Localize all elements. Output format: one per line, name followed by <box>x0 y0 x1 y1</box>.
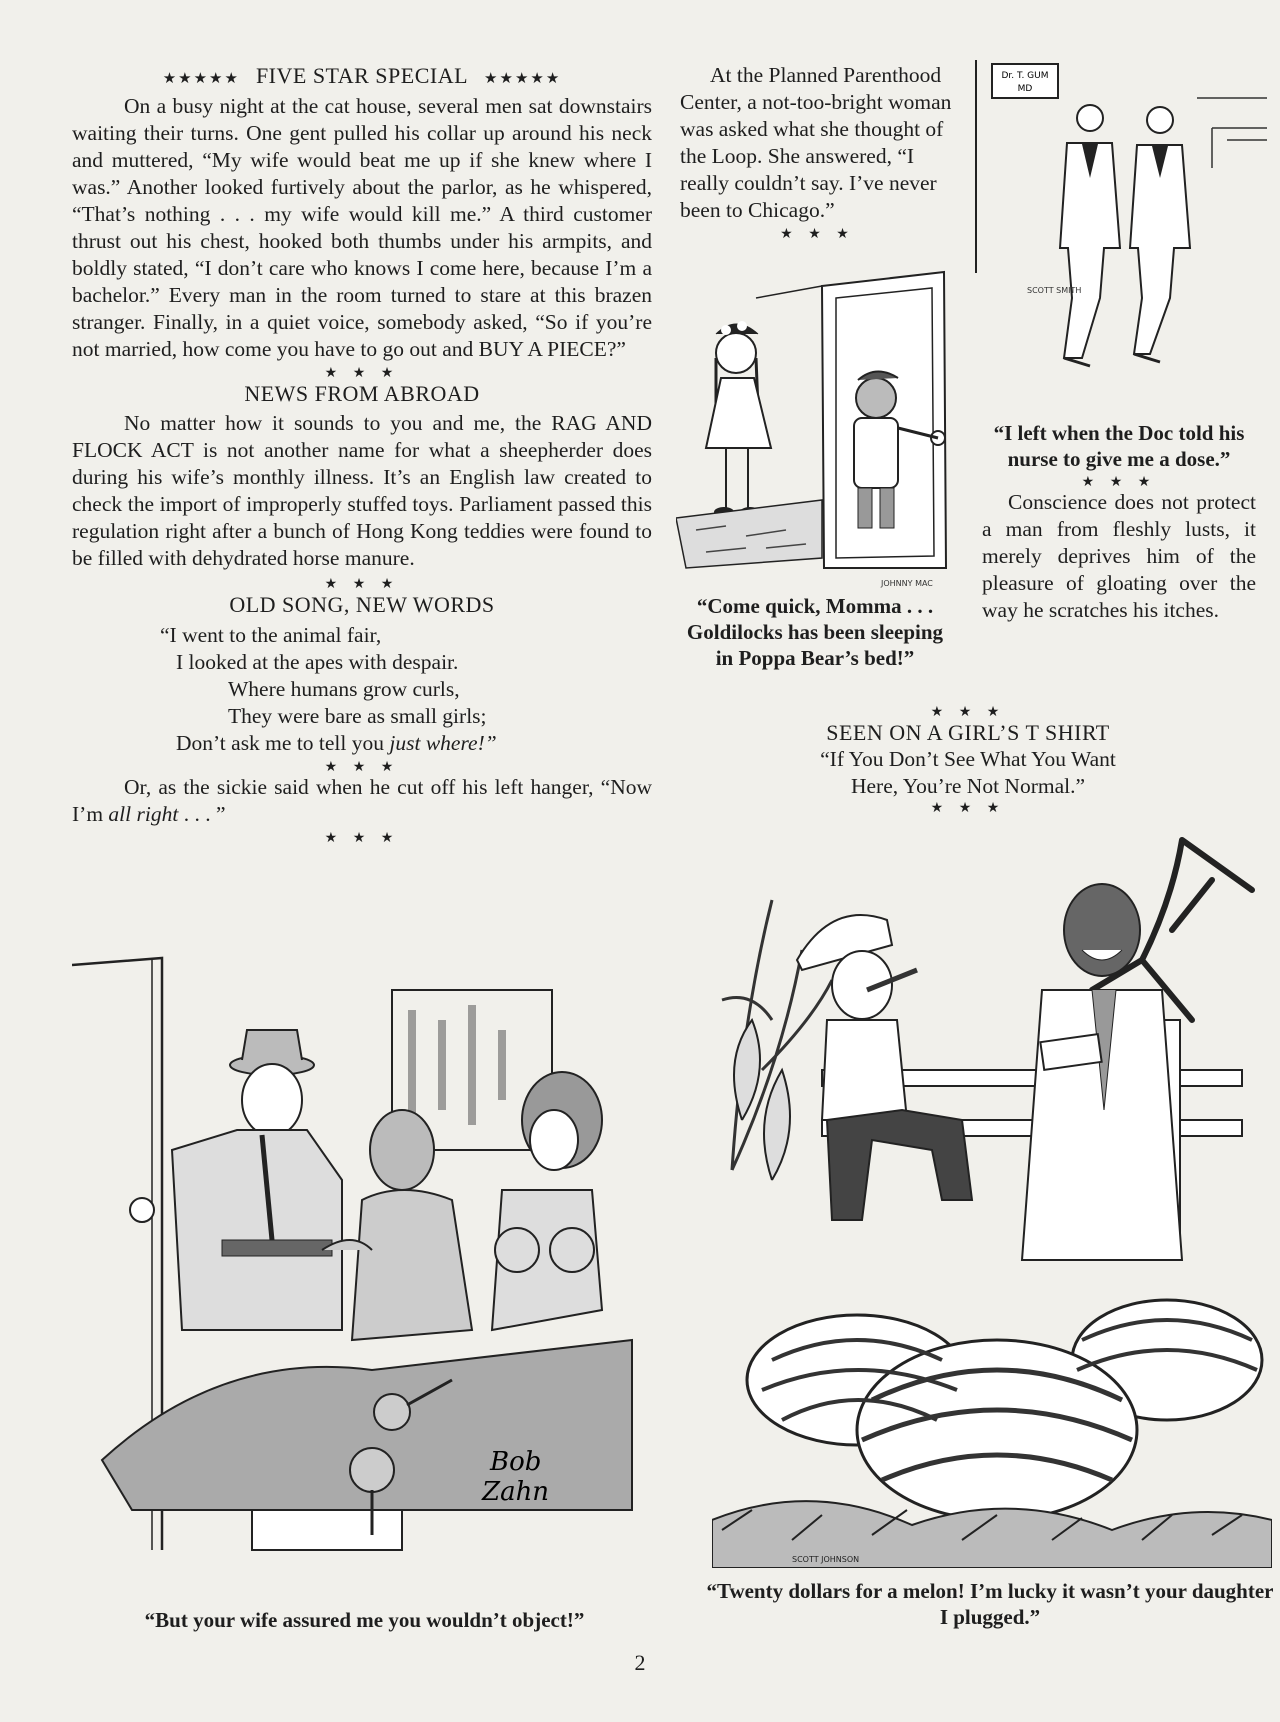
melon-cartoon <box>712 820 1272 1568</box>
middle-column <box>680 62 955 241</box>
right-column <box>982 420 1256 624</box>
poem-line: I looked at the apes with despair. <box>176 650 459 674</box>
separator-stars: ★ ★ ★ <box>1081 475 1157 490</box>
separator-stars: ★ ★ ★ <box>324 577 400 592</box>
melon-caption-box <box>700 1578 1280 1630</box>
goldilocks-cartoon-caption: “Come quick, Momma . . . Goldilocks has been sleeping in Poppa Bear’s bed!” <box>686 594 944 670</box>
doctor-sign-line1: Dr. T. GUM <box>1001 71 1049 81</box>
five-star-story: On a busy night at the cat house, several men sat downstairs waiting their turns. One gent pulled his collar up around his neck and muttered, “My wife would beat me up if she knew where I was.” Another looked furtively about the parlor, as he whispered, “That’s nothing . . . my wife would kill me.” A third customer thrust out his chest, hooked both thumbs under his armpits, and boldly stated, “I don’t care who knows I come here, because I’m a bachelor.” Every man in the room turned to stare at this brazen stranger. Finally, in a quiet voice, somebody asked, “So if you’re not married, how come you have to go out and BUY A PIECE?” <box>72 94 652 361</box>
old-song-heading: OLD SONG, NEW WORDS <box>229 592 495 617</box>
old-song-poem <box>72 622 652 757</box>
tshirt-line-2: Here, You’re Not Normal.” <box>850 774 1086 798</box>
doctor-cartoon-drawing <box>972 58 1272 403</box>
news-abroad-heading: NEWS FROM ABROAD <box>244 381 480 406</box>
sickie-italic: all right <box>108 802 179 826</box>
doctor-sign-line2: MD <box>1017 84 1033 94</box>
bedroom-signature-line2: Zahn <box>482 1477 550 1507</box>
sickie-text-end: . . . ” <box>178 802 226 826</box>
page-number: 2 <box>634 1650 646 1675</box>
sickie-joke <box>72 774 652 828</box>
separator-stars: ★ ★ ★ <box>324 760 400 775</box>
doctor-cartoon <box>972 58 1272 403</box>
five-star-heading <box>72 62 652 93</box>
heading-stars-right: ★★★★★ <box>484 71 562 87</box>
melon-cartoon-caption: “Twenty dollars for a melon! I’m lucky it wasn’t your daughter I plugged.” <box>706 1579 1274 1629</box>
goldilocks-cartoon <box>676 268 960 588</box>
doctor-artist-signature: SCOTT SMITH <box>1027 286 1082 295</box>
bedroom-cartoon <box>72 950 657 1600</box>
doctor-cartoon-caption: “I left when the Doc told his nurse to give me a dose.” <box>993 421 1245 471</box>
tshirt-heading: SEEN ON A GIRL’S T SHIRT <box>826 720 1110 745</box>
poem-line: They were bare as small girls; <box>228 704 487 728</box>
news-abroad-story: No matter how it sounds to you and me, the RAG AND FLOCK ACT is not another name for what a sheepherder does during his wife’s monthly illness. It’s an English law created to check the import of improperly stuffed toys. Parliament passed this regulation right after a bunch of Hong Kong teddies were found to be filled with dehydrated horse manure. <box>72 411 652 570</box>
goldilocks-artist-signature: JOHNNY MAC <box>881 579 933 588</box>
goldilocks-caption-box <box>680 593 950 671</box>
separator-stars: ★ ★ ★ <box>324 366 400 381</box>
goldilocks-cartoon-drawing <box>676 268 960 588</box>
tshirt-section <box>680 705 1256 816</box>
tshirt-line-1: “If You Don’t See What You Want <box>820 747 1116 771</box>
bedroom-caption-box <box>72 1607 657 1633</box>
sickie-text: Or, as the sickie said when he cut off his left hanger, “Now I’m <box>72 775 652 826</box>
bedroom-cartoon-drawing <box>72 950 657 1600</box>
separator-stars: ★ ★ ★ <box>930 801 1006 816</box>
poem-line: “I went to the animal fair, <box>160 623 382 647</box>
conscience-saying: Conscience does not protect a man from fleshly lusts, it merely deprives him of the pleasure of gloating over the way he scratches his itches. <box>982 490 1256 622</box>
separator-stars: ★ ★ ★ <box>324 831 400 846</box>
left-column <box>72 62 652 845</box>
melon-cartoon-drawing <box>712 820 1272 1568</box>
poem-line-italic: just where!” <box>389 731 497 755</box>
poem-line: Where humans grow curls, <box>228 677 460 701</box>
melon-artist-signature: SCOTT JOHNSON <box>792 1555 860 1564</box>
poem-line <box>72 730 652 757</box>
bedroom-signature-line1: Bob <box>490 1447 542 1477</box>
planned-parenthood-joke: At the Planned Parenthood Center, a not-too-bright woman was asked what she thought of the Loop. She answered, “I really couldn’t say. I’ve never been to Chicago.” <box>680 63 952 222</box>
poem-line-text: Don’t ask me to tell you <box>176 731 390 755</box>
heading-stars-left: ★★★★★ <box>162 71 240 87</box>
separator-stars: ★ ★ ★ <box>780 227 855 242</box>
separator-stars: ★ ★ ★ <box>930 705 1006 720</box>
five-star-title: FIVE STAR SPECIAL <box>255 63 469 88</box>
bedroom-cartoon-caption: “But your wife assured me you wouldn’t object!” <box>144 1608 585 1632</box>
